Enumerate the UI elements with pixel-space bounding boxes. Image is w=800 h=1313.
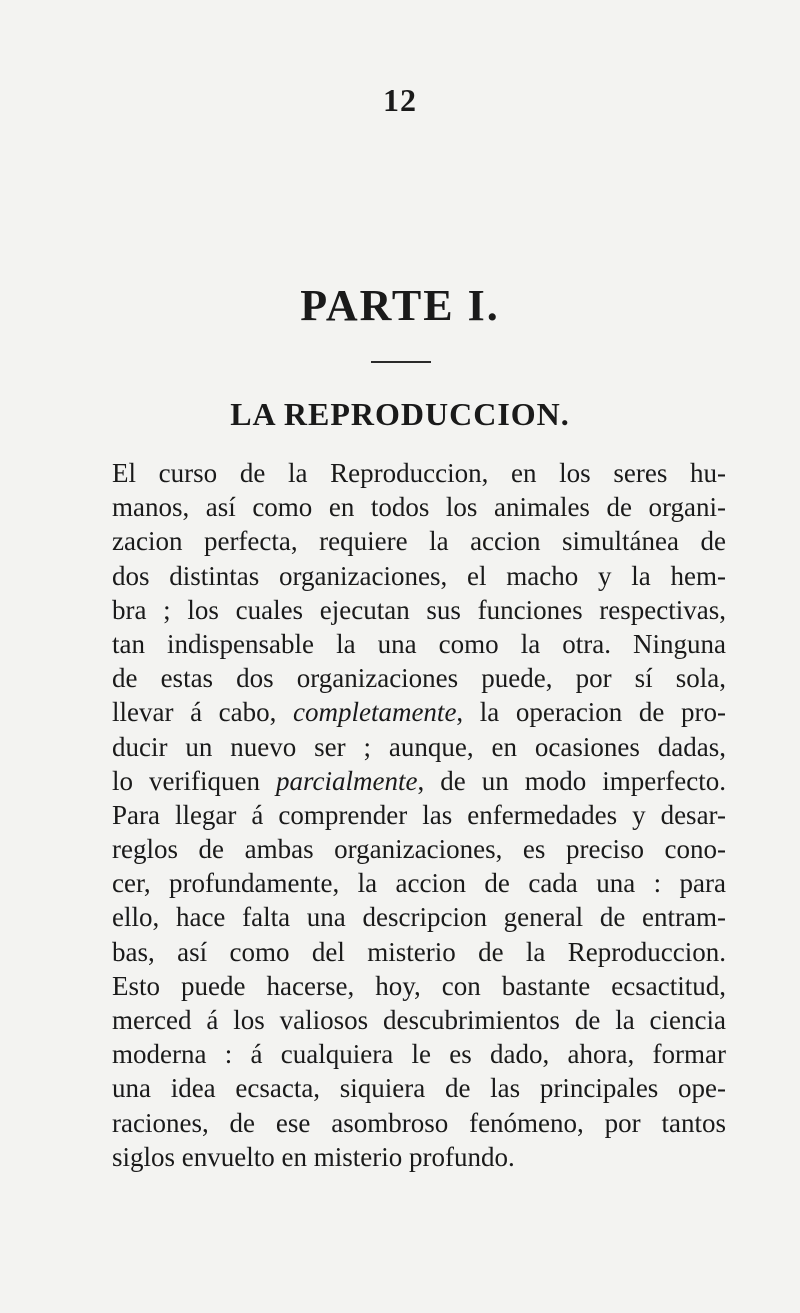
- text-segment: lo verifiquen: [112, 765, 276, 796]
- text-segment: Esto puede hacerse, hoy, con bastante ecsactitud,: [112, 970, 726, 1001]
- text-line: [112, 764, 726, 798]
- text-segment: reglos de ambas organizaciones, es preciso cono-: [112, 834, 726, 865]
- text-line: [112, 524, 726, 558]
- text-line: [112, 798, 726, 832]
- text-line: [112, 969, 726, 1003]
- text-line: [112, 900, 726, 934]
- text-line: [112, 1071, 726, 1105]
- text-segment: , la operacion de pro-: [456, 697, 726, 728]
- text-segment: ello, hace falta una descripcion general de entram-: [112, 902, 726, 933]
- text-segment: moderna : á cualquiera le es dado, ahora, formar: [112, 1039, 726, 1070]
- text-line: [112, 593, 726, 627]
- text-segment: merced á los valiosos descubrimientos de la ciencia: [112, 1005, 726, 1035]
- text-segment: , de un modo imperfecto.: [417, 765, 726, 796]
- text-segment: ducir un nuevo ser ; aunque, en ocasiones dadas,: [112, 731, 726, 762]
- page-number: 12: [383, 82, 417, 118]
- section-title: LA REPRODUCCION.: [230, 396, 570, 432]
- text-line: [112, 935, 726, 969]
- text-line: [112, 456, 726, 490]
- body-paragraph: [112, 456, 726, 1174]
- text-line: [112, 1037, 726, 1071]
- text-line: [112, 695, 726, 729]
- text-segment: bra ; los cuales ejecutan sus funciones respectivas,: [112, 594, 726, 625]
- text-segment: siglos envuelto en misterio profundo.: [112, 1141, 515, 1172]
- text-segment: manos, así como en todos los animales de organi-: [112, 492, 726, 523]
- text-segment: bas, así como del misterio de la Reproduccion.: [112, 936, 726, 967]
- italic-text: completamente: [292, 697, 457, 728]
- text-line: [112, 730, 726, 764]
- text-segment: de estas dos organizaciones puede, por sí sola,: [112, 663, 726, 694]
- text-line: [112, 661, 726, 695]
- text-segment: Para llegar á comprender las enfermedades y desar-: [112, 799, 726, 830]
- text-line: [112, 866, 726, 900]
- text-segment: dos distintas organizaciones, el macho y la hem-: [112, 560, 726, 591]
- text-line: [112, 559, 726, 593]
- text-segment: una idea ecsacta, siquiera de las principales ope-: [112, 1073, 726, 1104]
- text-line: [112, 1140, 726, 1174]
- italic-text: parcialmente: [276, 765, 418, 796]
- title-divider: [371, 361, 431, 363]
- text-segment: tan indispensable la una como la otra. Ninguna: [112, 628, 726, 659]
- text-line: [112, 627, 726, 661]
- text-segment: El curso de la Reproduccion, en los seres hu-: [112, 458, 726, 488]
- text-segment: raciones, de ese asombroso fenómeno, por tantos: [112, 1107, 726, 1138]
- text-line: [112, 832, 726, 866]
- part-title: PARTE I.: [300, 281, 500, 330]
- text-line: [112, 1003, 726, 1037]
- text-segment: llevar á cabo,: [112, 697, 293, 728]
- text-line: [112, 1106, 726, 1140]
- text-line: [112, 490, 726, 524]
- text-segment: zacion perfecta, requiere la accion simultánea de: [112, 526, 726, 557]
- text-segment: cer, profundamente, la accion de cada una : para: [112, 868, 726, 899]
